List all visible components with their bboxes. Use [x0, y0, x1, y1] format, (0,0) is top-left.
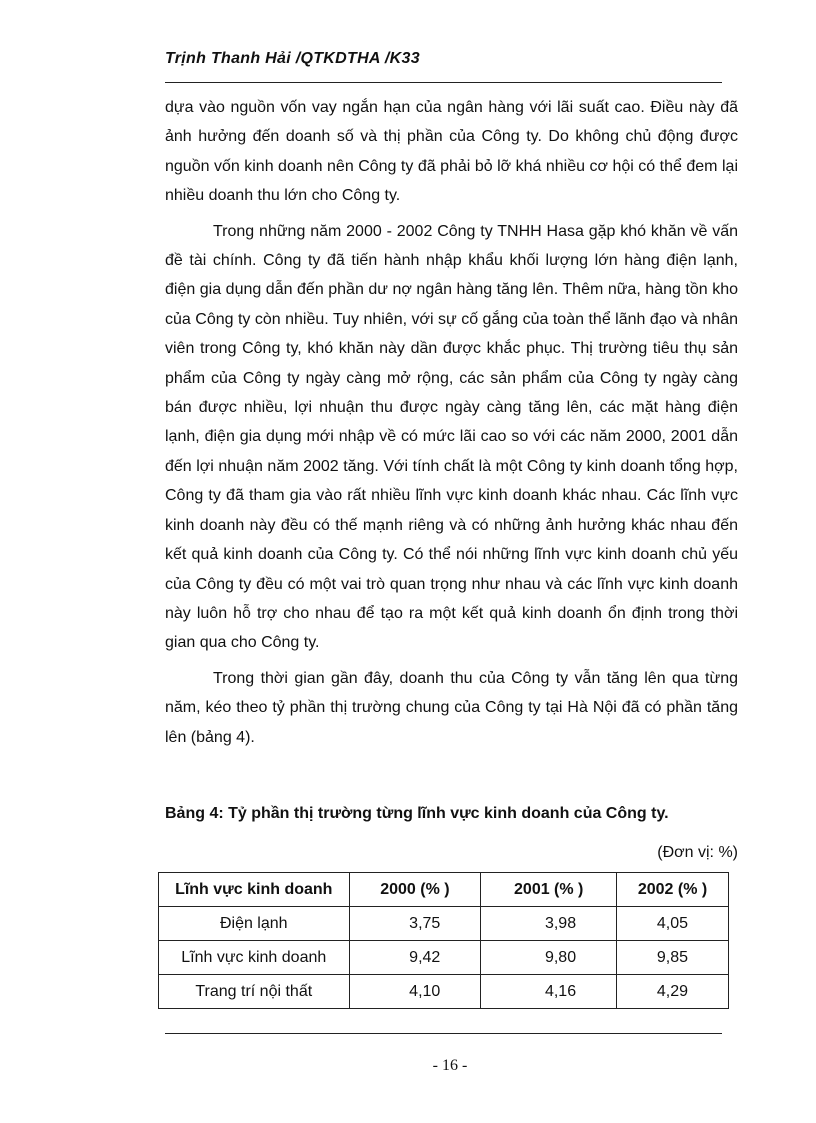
- table-cell: 4,05: [617, 907, 729, 941]
- table-cell: 9,80: [481, 941, 617, 975]
- table-cell: Trang trí nội thất: [159, 975, 350, 1009]
- table-row: [159, 941, 729, 975]
- body-text: [165, 93, 738, 758]
- table-row: [159, 975, 729, 1009]
- footer-rule: [165, 1033, 722, 1034]
- column-header: 2002 (% ): [617, 873, 729, 907]
- document-header: Trịnh Thanh Hải /QTKDTHA /K33: [165, 50, 420, 67]
- table-caption: Bảng 4: Tỷ phần thị trường từng lĩnh vực kinh doanh của Công ty.: [165, 805, 669, 822]
- paragraph: Trong những năm 2000 - 2002 Công ty TNHH Hasa gặp khó khăn về vấn đề tài chính. Công ty đã tiến hành nhập khẩu khối lượng lớn hàng điện lạnh, điện gia dụng dẫn đến phần dư nợ ngân hàng tăng lên. Thêm nữa, hàng tồn kho của Công ty còn nhiều. Tuy nhiên, với sự cố gắng của toàn thể lãnh đạo và nhân viên trong Công ty, khó khăn này dần được khắc phục. Thị trường tiêu thụ sản phẩm của Công ty ngày càng mở rộng, các sản phẩm của Công ty ngày càng bán được nhiều, lợi nhuận thu được ngày càng tăng lên, các mặt hàng điện lạnh, điện gia dụng mới nhập về có mức lãi cao so với các năm 2000, 2001 dẫn đến lợi nhuận năm 2002 tăng. Với tính chất là một Công ty kinh doanh tổng hợp, Công ty đã tham gia vào rất nhiều lĩnh vực kinh doanh khác nhau. Các lĩnh vực kinh doanh này đều có thế mạnh riêng và có những ảnh hưởng khác nhau đến kết quả kinh doanh của Công ty. Có thể nói những lĩnh vực kinh doanh chủ yếu của Công ty đều có một vai trò quan trọng như nhau và các lĩnh vực kinh doanh này luôn hỗ trợ cho nhau để tạo ra một kết quả kinh doanh ổn định trong thời gian qua cho Công ty.: [165, 222, 738, 652]
- paragraph: dựa vào nguồn vốn vay ngắn hạn của ngân hàng với lãi suất cao. Điều này đã ảnh hưởng đến doanh số và thị phần của Công ty. Do không chủ động được nguồn vốn kinh doanh nên Công ty đã phải bỏ lỡ khá nhiều cơ hội có thể đem lại nhiều doanh thu lớn cho Công ty.: [165, 99, 738, 205]
- table-cell: 4,29: [617, 975, 729, 1009]
- table-unit: (Đơn vị: %): [657, 844, 738, 861]
- table-cell: 3,75: [349, 907, 481, 941]
- page-number: - 16 -: [432, 1057, 468, 1074]
- table-cell: Điện lạnh: [159, 907, 350, 941]
- column-header: Lĩnh vực kinh doanh: [159, 873, 350, 907]
- column-header: 2001 (% ): [481, 873, 617, 907]
- table-cell: 3,98: [481, 907, 617, 941]
- column-header: 2000 (% ): [349, 873, 481, 907]
- table-cell: 4,10: [349, 975, 481, 1009]
- table-cell: 9,42: [349, 941, 481, 975]
- table-cell: Lĩnh vực kinh doanh: [159, 941, 350, 975]
- table-cell: 9,85: [617, 941, 729, 975]
- paragraph: Trong thời gian gần đây, doanh thu của Công ty vẫn tăng lên qua từng năm, kéo theo tỷ phần thị trường chung của Công ty tại Hà Nội đã có phần tăng lên (bảng 4).: [165, 669, 738, 746]
- header-rule: [165, 82, 722, 83]
- table-row: [159, 907, 729, 941]
- table-cell: 4,16: [481, 975, 617, 1009]
- table-header-row: [159, 873, 729, 907]
- market-share-table: [158, 872, 729, 1009]
